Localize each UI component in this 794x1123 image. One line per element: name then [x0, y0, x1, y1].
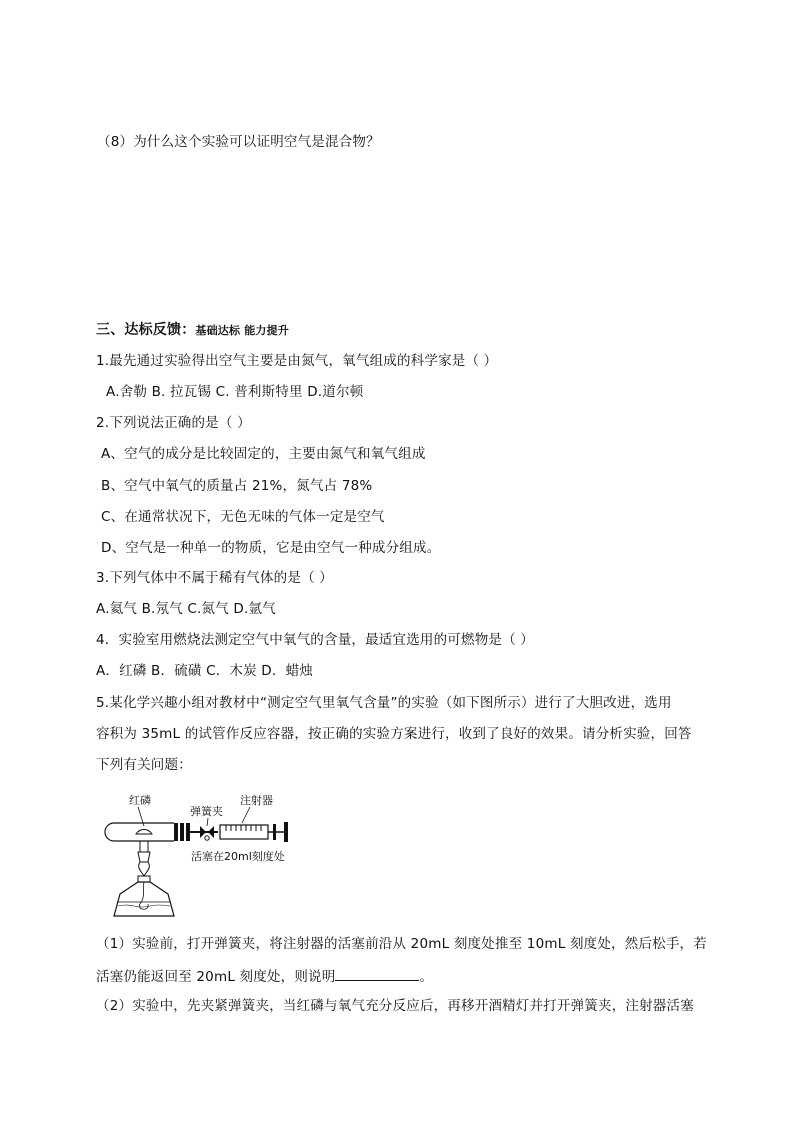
question-5-line-3: 下列有关问题：	[96, 757, 192, 773]
question-4-stem: 4．实验室用燃烧法测定空气中氧气的含量，最适宜选用的可燃物是（ ）	[96, 632, 534, 648]
syringe	[220, 822, 288, 842]
sub-1-line-2-text: 活塞仍能返回至 20mL 刻度处，则说明	[96, 969, 336, 985]
question-8: （8）为什么这个实验可以证明空气是混合物？	[97, 134, 380, 150]
question-2-stem: 2.下列说法正确的是（ ）	[96, 415, 251, 431]
question-5-sub-2-line-1: （2）实验中，先夹紧弹簧夹，当红磷与氧气充分反应后，再移开酒精灯并打开弹簧夹，注射器活塞	[96, 998, 694, 1014]
leader-line-syringe	[242, 807, 250, 823]
question-5-line-2: 容积为 35mL 的试管作反应容器，按正确的实验方案进行，收到了良好的效果。请分析实验，回答	[96, 726, 692, 742]
section-subtitle: 基础达标 能力提升	[195, 324, 290, 337]
question-5-sub-1-line-1: （1）实验前，打开弹簧夹，将注射器的活塞前沿从 20mL 刻度处推至 10mL 刻度处，然后松手，若	[96, 936, 707, 952]
question-5-line-1: 5.某化学兴趣小组对教材中“测定空气里氧气含量”的实验（如下图所示）进行了大胆改进，选用	[96, 695, 672, 711]
question-2-option-b: B、空气中氧气的质量占 21%，氮气占 78%	[101, 478, 373, 494]
stopper	[174, 823, 190, 841]
test-tube	[105, 823, 174, 841]
question-2-option-a: A、空气的成分是比较固定的，主要由氮气和氧气组成	[101, 446, 426, 462]
question-3-stem: 3.下列气体中不属于稀有气体的是（ ）	[96, 570, 333, 586]
question-2-option-c: C、在通常状况下，无色无味的气体一定是空气	[101, 509, 385, 525]
question-5-sub-1-line-2	[96, 966, 433, 986]
answer-blank[interactable]	[335, 966, 419, 981]
question-1-stem: 1.最先通过实验得出空气主要是由氮气，氧气组成的科学家是（ ）	[96, 353, 498, 369]
label-red-phosphorus: 红磷	[129, 794, 151, 807]
alcohol-lamp	[114, 862, 174, 916]
label-syringe: 注射器	[240, 794, 273, 807]
question-1-options: A.舍勒 B. 拉瓦锡 C. 普利斯特里 D.道尔顿	[106, 384, 364, 400]
leader-line-clamp	[207, 818, 208, 826]
question-2-option-d: D、空气是一种单一的物质，它是由空气一种成分组成。	[101, 540, 441, 556]
question-4-options: A．红磷 B．硫磺 C．木炭 D．蜡烛	[96, 663, 313, 679]
section-heading	[96, 321, 289, 340]
spring-clamp	[200, 826, 214, 840]
label-spring-clamp: 弹簧夹	[190, 805, 223, 818]
section-title: 三、达标反馈：	[96, 322, 196, 338]
clamp-stand	[138, 841, 150, 862]
apparatus-figure	[96, 790, 308, 920]
label-piston-position: 活塞在20ml刻度处	[191, 850, 285, 863]
sub-1-line-2-end: 。	[419, 969, 434, 985]
question-3-options: A.氦气 B.氖气 C.氮气 D.氩气	[96, 601, 276, 617]
